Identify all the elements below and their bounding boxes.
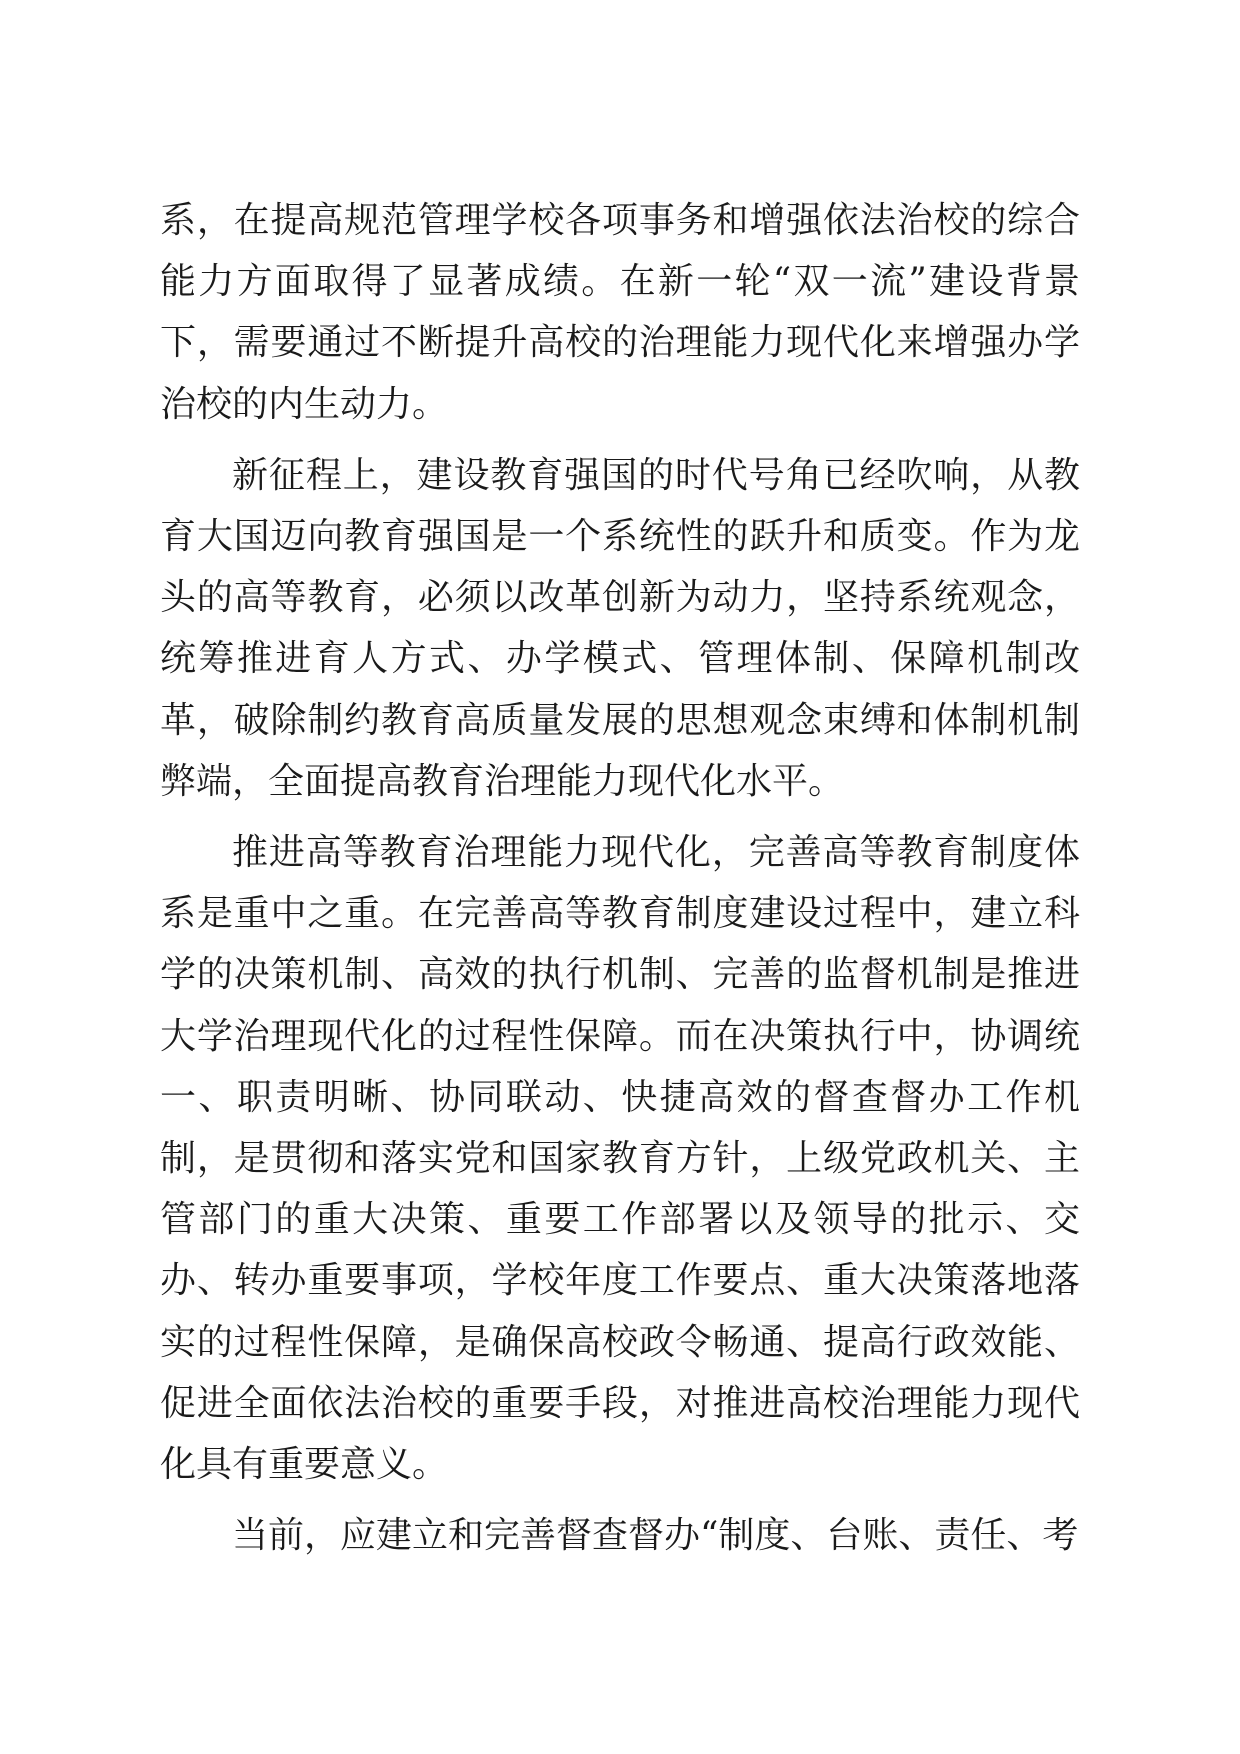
- paragraph-current-measures: 当前，应建立和完善督查督办“制度、台账、责任、考: [232, 1515, 1079, 1557]
- paragraph-continuation: 系，在提高规范管理学校各项事务和增强依法治校的综合能力方面取得了显著成绩。在新一轮“双一流”建设背景下，需要通过不断提升高校的治理能力现代化来增强办学治校的内生动力。: [160, 200, 1080, 425]
- paragraph-education-power: 新征程上，建设教育强国的时代号角已经吹响，从教育大国迈向教育强国是一个系统性的跃升和质变。作为龙头的高等教育，必须以改革创新为动力，坚持系统观念，统筹推进育人方式、办学模式、管理体制、保障机制改革，破除制约教育高质量发展的思想观念束缚和体制机制弊端，全面提高教育治理能力现代化水平。: [160, 454, 1080, 802]
- body-text: [160, 190, 1080, 1576]
- paragraph-governance-modernization: 推进高等教育治理能力现代化，完善高等教育制度体系是重中之重。在完善高等教育制度建设过程中，建立科学的决策机制、高效的执行机制、完善的监督机制是推进大学治理现代化的过程性保障。而在决策执行中，协调统一、职责明晰、协同联动、快捷高效的督查督办工作机制，是贯彻和落实党和国家教育方针，上级党政机关、主管部门的重大决策、重要工作部署以及领导的批示、交办、转办重要事项，学校年度工作要点、重大决策落地落实的过程性保障，是确保高校政令畅通、提高行政效能、促进全面依法治校的重要手段，对推进高校治理能力现代化具有重要意义。: [160, 832, 1080, 1486]
